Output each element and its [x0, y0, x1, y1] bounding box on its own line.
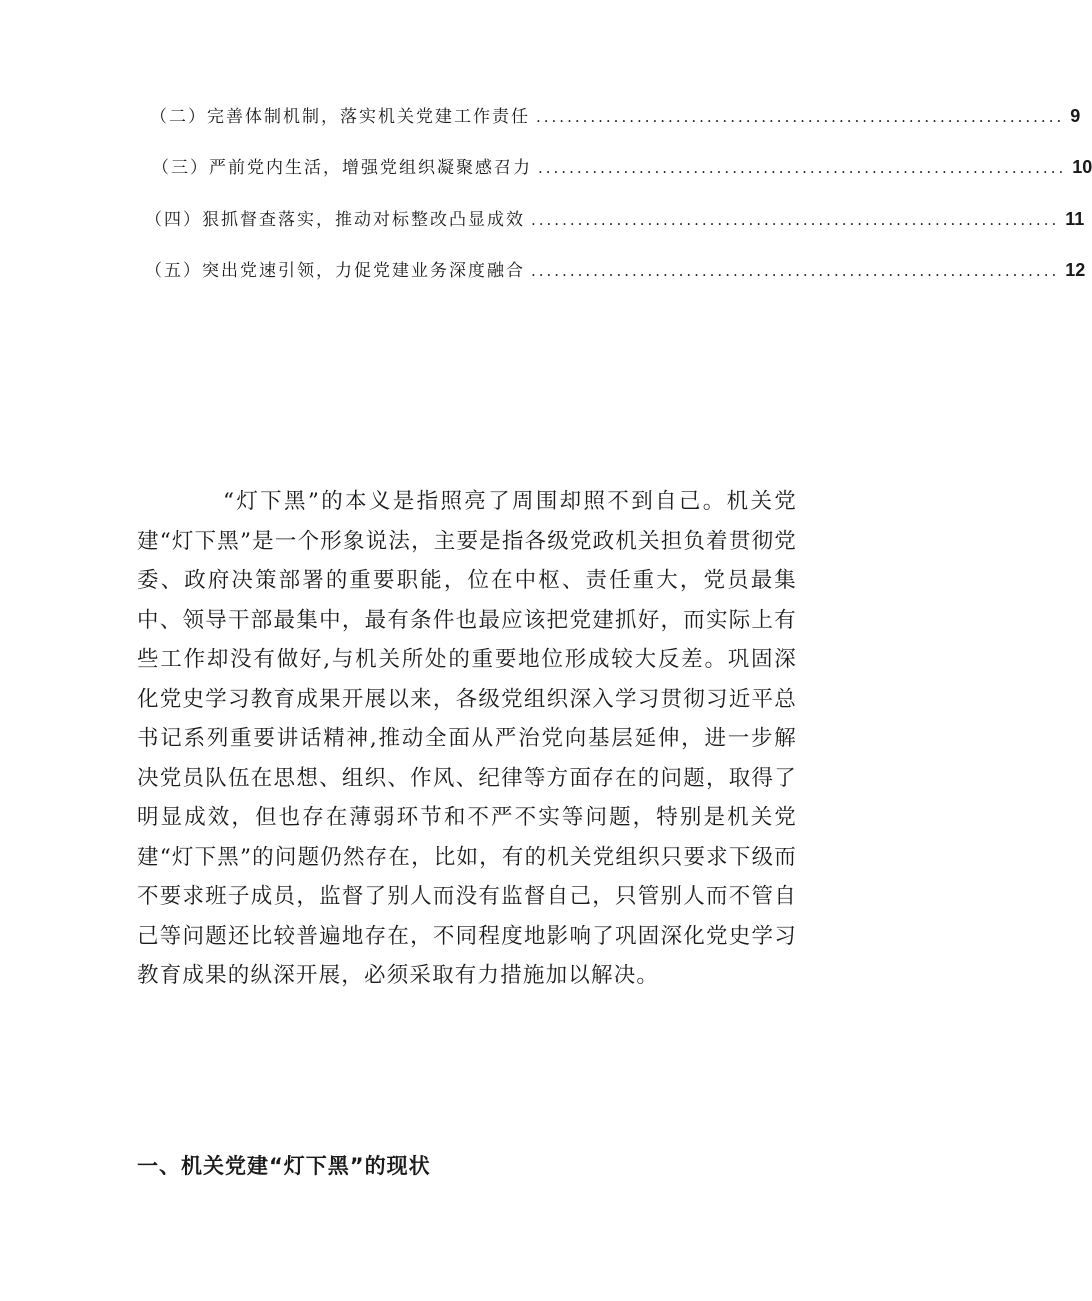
section-heading: 一、机关党建“灯下黑”的现状: [137, 1154, 431, 1178]
toc-leader-dots: ....................................................................: [531, 211, 1060, 229]
toc-entry-title: （二）完善体制机制，落实机关党建工作责任: [150, 107, 530, 127]
toc-leader-dots: ....................................................................: [536, 108, 1065, 126]
toc-leader-dots: ....................................................................: [531, 262, 1060, 280]
toc-entry[interactable]: [145, 205, 1085, 235]
toc-entry[interactable]: [145, 256, 1086, 286]
toc-entry-title: （三）严前党内生活，增强党组织凝聚感召力: [152, 158, 532, 178]
toc-page-number: 10: [1072, 157, 1092, 177]
toc-leader-dots: ....................................................................: [538, 159, 1067, 177]
toc-page-number: 9: [1070, 106, 1081, 126]
toc-page-number: 11: [1065, 209, 1085, 229]
toc-entry-title: （四）狠抓督查落实，推动对标整改凸显成效: [145, 210, 525, 230]
toc-entry-title: （五）突出党速引领，力促党建业务深度融合: [145, 261, 525, 281]
toc-entry[interactable]: [150, 102, 1081, 132]
toc-entry[interactable]: [152, 153, 1092, 183]
body-paragraph: “灯下黑”的本义是指照亮了周围却照不到自己。机关党建“灯下黑”是一个形象说法，主要是指各级党政机关担负着贯彻党委、政府决策部署的重要职能，位在中枢、责任重大，党员最集中、领导干部最集中，最有条件也最应该把党建抓好，而实际上有些工作却没有做好,与机关所处的重要地位形成较大反差。巩固深化党史学习教育成果开展以来，各级党组织深入学习贯彻习近平总书记系列重要讲话精神,推动全面从严治党向基层延伸，进一步解决党员队伍在思想、组织、作风、纪律等方面存在的问题，取得了明显成效，但也存在薄弱环节和不严不实等问题，特别是机关党建“灯下黑”的问题仍然存在，比如，有的机关党组织只要求下级而不要求班子成员，监督了别人而没有监督自己，只管别人而不管自己等问题还比较普遍地存在，不同程度地影响了巩固深化党史学习教育成果的纵深开展，必须采取有力措施加以解决。: [137, 489, 797, 988]
toc-page-number: 12: [1065, 260, 1086, 280]
